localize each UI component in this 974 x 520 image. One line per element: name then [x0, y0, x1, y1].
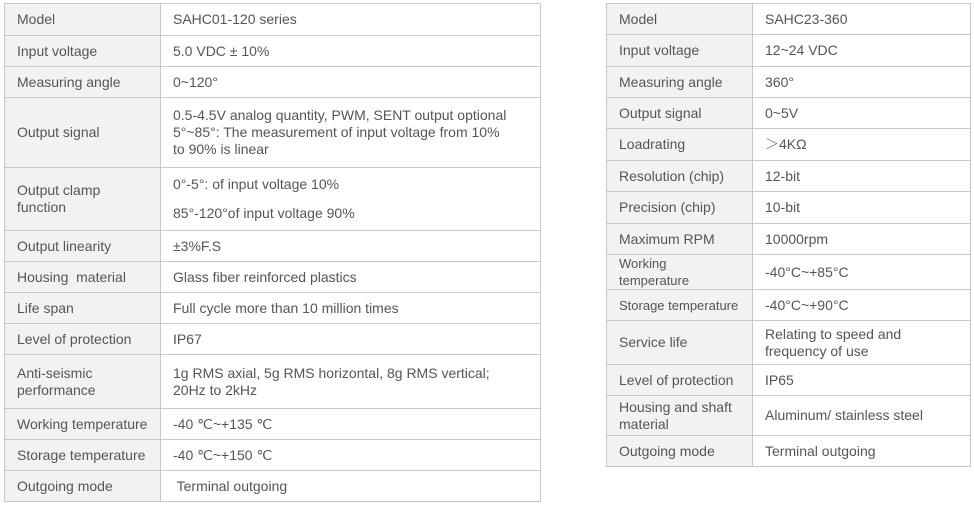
right-spec-table [606, 3, 971, 467]
spec-value: Full cycle more than 10 million times [161, 293, 541, 324]
spec-value-line: 85°-120°of input voltage 90% [173, 205, 355, 221]
table-row [5, 36, 541, 67]
table-row [607, 290, 971, 321]
table-row [5, 440, 541, 471]
spec-label: Service life [607, 321, 753, 365]
spec-label: Maximum RPM [607, 224, 753, 255]
spec-label: Resolution (chip) [607, 161, 753, 192]
table-row [607, 365, 971, 396]
table-row [607, 224, 971, 255]
spec-value [161, 168, 541, 231]
table-row [5, 168, 541, 231]
spec-label-line: material [619, 415, 669, 432]
spec-value: 12-bit [753, 161, 971, 192]
spec-label: Measuring angle [607, 67, 753, 98]
spec-value: -40°C~+90°C [753, 290, 971, 321]
table-row [607, 396, 971, 436]
table-row [607, 67, 971, 98]
spec-value: 10-bit [753, 192, 971, 224]
spec-value [161, 98, 541, 168]
spec-value: Glass fiber reinforced plastics [161, 262, 541, 293]
spec-label: Storage temperature [5, 440, 161, 471]
spec-value-line: 20Hz to 2kHz [173, 381, 258, 398]
spec-value-line: Relating to speed and [765, 325, 902, 342]
spec-value [161, 355, 541, 409]
spec-label-line: Anti-seismic [17, 364, 93, 381]
spec-label: Input voltage [5, 36, 161, 67]
table-row [5, 98, 541, 168]
table-row [607, 192, 971, 224]
spec-label-line: Output clamp [17, 182, 101, 198]
table-row [5, 262, 541, 293]
spec-label: Model [607, 4, 753, 35]
spec-value: -40 ℃~+150 ℃ [161, 440, 541, 471]
spec-label: Life span [5, 293, 161, 324]
spec-value: ±3%F.S [161, 231, 541, 262]
table-row [607, 4, 971, 35]
table-row [5, 4, 541, 36]
spec-value: Terminal outgoing [161, 471, 541, 502]
spec-value-line: 0.5-4.5V analog quantity, PWM, SENT output optional [173, 107, 507, 123]
spec-label [5, 168, 161, 231]
spec-value: 10000rpm [753, 224, 971, 255]
table-row [607, 321, 971, 365]
table-row [607, 129, 971, 161]
table-row [5, 231, 541, 262]
spec-value: 0~120° [161, 67, 541, 98]
spec-value: SAHC23-360 [753, 4, 971, 35]
spec-value-line: 5°~85°: The measurement of input voltage from 10% [173, 124, 500, 140]
spec-label: Level of protection [5, 324, 161, 355]
table-row [607, 436, 971, 467]
table-row [607, 161, 971, 192]
table-row [5, 409, 541, 440]
spec-label: Outgoing mode [607, 436, 753, 467]
spec-label: Storage temperature [607, 290, 753, 321]
spec-label: Output signal [607, 98, 753, 129]
table-row [5, 324, 541, 355]
spec-label: Housing material [5, 262, 161, 293]
spec-value: Terminal outgoing [753, 436, 971, 467]
spec-label-line: performance [17, 381, 96, 398]
table-row [607, 35, 971, 67]
left-spec-table [4, 3, 541, 502]
spec-value: Aluminum/ stainless steel [753, 396, 971, 436]
spec-label [5, 355, 161, 409]
spec-label: Level of protection [607, 365, 753, 396]
table-row [607, 98, 971, 129]
spec-value: -40°C~+85°C [753, 255, 971, 290]
spec-value: 0~5V [753, 98, 971, 129]
spec-value-line: frequency of use [765, 342, 869, 359]
spec-label: Working temperature [607, 255, 753, 290]
spec-value: IP67 [161, 324, 541, 355]
spec-label: Loadrating [607, 129, 753, 161]
spec-value: 5.0 VDC ± 10% [161, 36, 541, 67]
spec-label: Input voltage [607, 35, 753, 67]
spec-label-line: Housing and shaft [619, 398, 732, 415]
spec-label [607, 396, 753, 436]
table-row [5, 293, 541, 324]
spec-value: 360° [753, 67, 971, 98]
spec-label: Output linearity [5, 231, 161, 262]
table-row [5, 67, 541, 98]
spec-label: Model [5, 4, 161, 36]
table-row [607, 255, 971, 290]
spec-label: Precision (chip) [607, 192, 753, 224]
spec-value-line: 0°-5°: of input voltage 10% [173, 176, 340, 192]
spec-label-line: function [17, 199, 67, 215]
spec-label: Output signal [5, 98, 161, 168]
spec-value: 12~24 VDC [753, 35, 971, 67]
spec-value-line: to 90% is linear [173, 141, 269, 157]
spec-value: ＞4KΩ [753, 129, 971, 161]
spec-label: Measuring angle [5, 67, 161, 98]
spec-value [753, 321, 971, 365]
spec-label: Outgoing mode [5, 471, 161, 502]
spec-value: IP65 [753, 365, 971, 396]
spec-value: SAHC01-120 series [161, 4, 541, 36]
spec-label: Working temperature [5, 409, 161, 440]
table-row [5, 355, 541, 409]
table-row [5, 471, 541, 502]
spec-value-line: 1g RMS axial, 5g RMS horizontal, 8g RMS vertical; [173, 364, 490, 381]
spec-value: -40 ℃~+135 ℃ [161, 409, 541, 440]
